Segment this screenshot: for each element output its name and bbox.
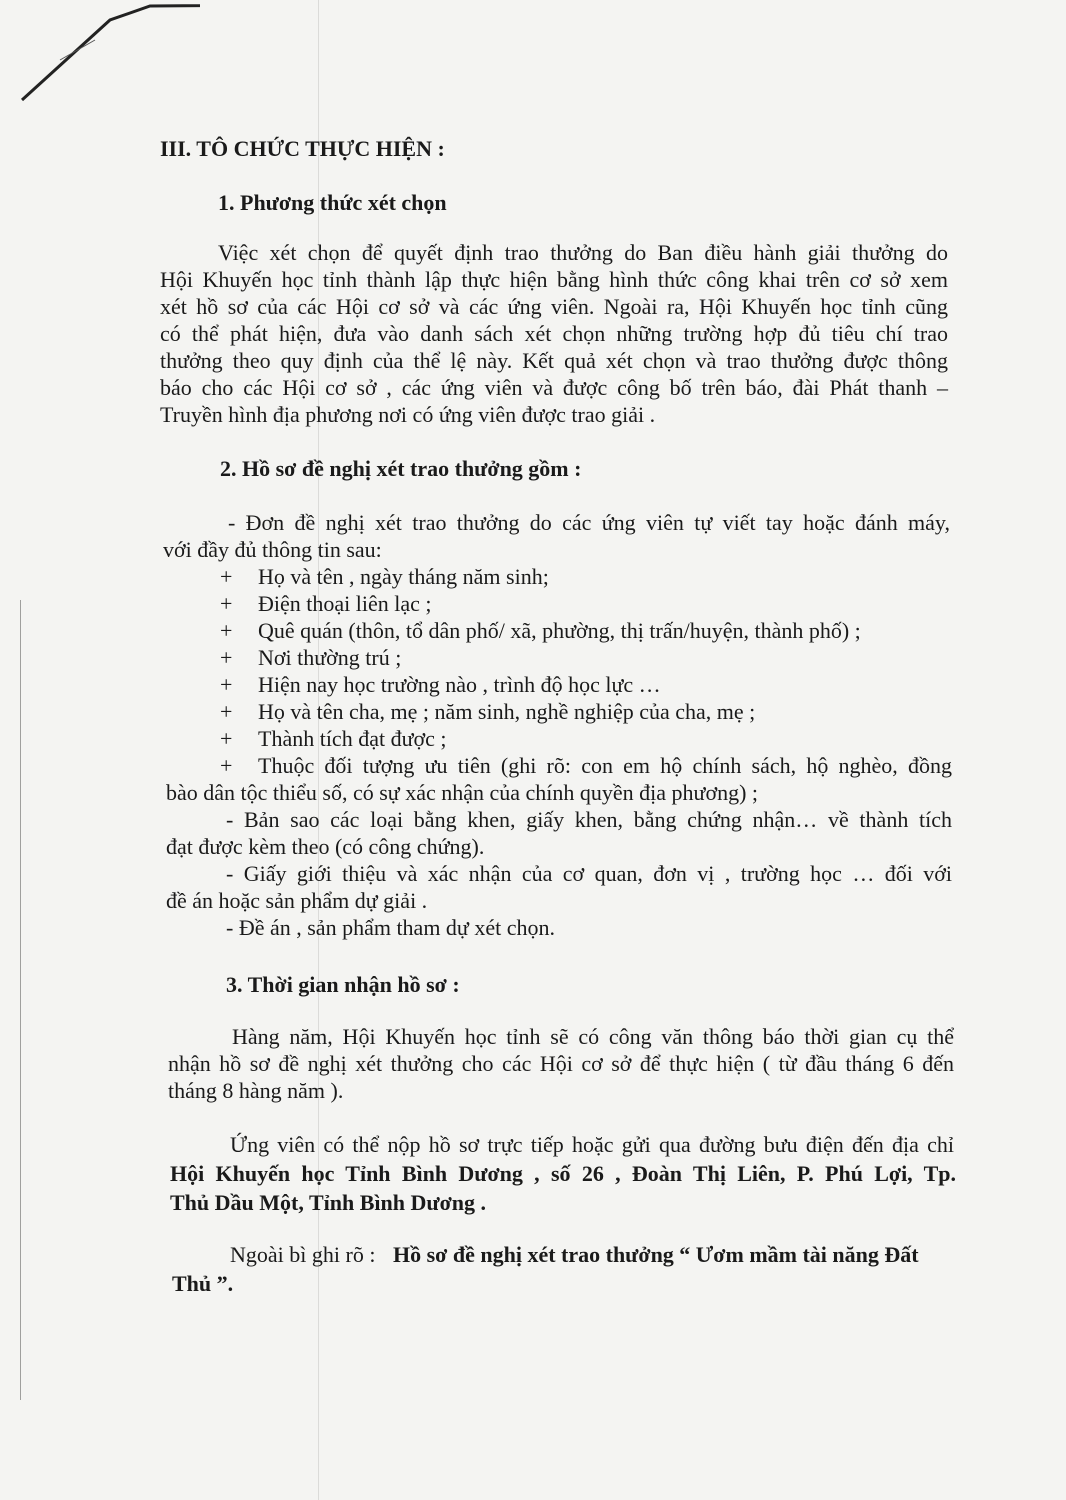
sub1-para-line: Hội Khuyến học tỉnh thành lập thực hiện bằng hình thức công khai trên cơ sở xem (160, 267, 948, 292)
list-item: Thuộc đối tượng ưu tiên (ghi rõ: con em hộ chính sách, hộ nghèo, đồng (258, 753, 952, 778)
sub2-intro-line: - Đơn đề nghị xét trao thưởng do các ứng viên tự viết tay hoặc đánh máy, (228, 510, 950, 535)
sub1-para-line: Truyền hình địa phương nơi có ứng viên được trao giải . (160, 402, 656, 427)
bullet-marker: + (220, 618, 233, 643)
list-item: Điện thoại liên lạc ; (258, 591, 432, 616)
sub1-para-line: báo cho các Hội cơ sở , các ứng viên và được công bố trên báo, đài Phát thanh – (160, 375, 948, 400)
list-item: Họ và tên cha, mẹ ; năm sinh, nghề nghiệp của cha, mẹ ; (258, 699, 756, 724)
envelope-note-line2: Thủ ”. (172, 1271, 234, 1296)
sub2-tail-line: - Giấy giới thiệu và xác nhận của cơ quan, đơn vị , trường học … đối với (226, 861, 952, 886)
sub2-intro-line: với đầy đủ thông tin sau: (163, 537, 382, 562)
list-item: Thành tích đạt được ; (258, 726, 447, 751)
bullet-marker: + (220, 645, 233, 670)
sub2-tail-line: - Bản sao các loại bằng khen, giấy khen, bằng chứng nhận… về thành tích (226, 807, 952, 832)
envelope-note-prefix: Ngoài bì ghi rõ : (230, 1242, 376, 1267)
address-line: Hội Khuyến học Tỉnh Bình Dương , số 26 , Đoàn Thị Liên, P. Phú Lợi, Tp. (170, 1161, 956, 1186)
envelope-note-bold: Hồ sơ đề nghị xét trao thưởng “ Ươm mầm tài năng Đất (393, 1242, 919, 1267)
sub1-heading: 1. Phương thức xét chọn (218, 190, 447, 215)
sub2-tail-line: đề án hoặc sản phẩm dự giải . (166, 888, 428, 913)
address-intro-line: Ứng viên có thể nộp hồ sơ trực tiếp hoặc gửi qua đường bưu điện đến địa chỉ (230, 1132, 954, 1157)
list-item: Nơi thường trú ; (258, 645, 402, 670)
bullet-marker: + (220, 726, 233, 751)
bullet-marker: + (220, 564, 233, 589)
bullet-marker: + (220, 753, 233, 778)
bullet-marker: + (220, 672, 233, 697)
sub2-heading: 2. Hồ sơ đề nghị xét trao thưởng gồm : (220, 456, 582, 481)
sub1-para-line: xét hồ sơ của các Hội cơ sở và các ứng viên. Ngoài ra, Hội Khuyến học tỉnh cũng (160, 294, 948, 319)
bullet-marker: + (220, 591, 233, 616)
list-item: Họ và tên , ngày tháng năm sinh; (258, 564, 549, 589)
address-line: Thủ Dầu Một, Tỉnh Bình Dương . (170, 1190, 486, 1215)
sub1-para-line: có thể phát hiện, đưa vào danh sách xét chọn những trường hợp đủ tiêu chí trao (160, 321, 948, 346)
bullet-marker: + (220, 699, 233, 724)
sub1-para-line: Việc xét chọn để quyết định trao thưởng do Ban điều hành giải thưởng do (218, 240, 948, 265)
scan-edge-line (20, 600, 21, 1400)
section-title: III. TÔ CHỨC THỰC HIỆN : (160, 136, 445, 161)
scan-corner-mark (0, 0, 200, 120)
sub2-tail-line: bào dân tộc thiểu số, có sự xác nhận của chính quyền địa phương) ; (166, 780, 759, 805)
sub1-para-line: thưởng theo quy định của thể lệ này. Kết quả xét chọn và trao thưởng được thông (160, 348, 948, 373)
sub3-heading: 3. Thời gian nhận hồ sơ : (226, 972, 460, 997)
list-item: Hiện nay học trường nào , trình độ học lực … (258, 672, 661, 697)
sub2-tail-line: - Đề án , sản phẩm tham dự xét chọn. (226, 915, 556, 940)
sub3-para-line: nhận hồ sơ đề nghị xét thưởng cho các Hội cơ sở để thực hiện ( từ đầu tháng 6 đến (168, 1051, 954, 1076)
sub3-para-line: Hàng năm, Hội Khuyến học tỉnh sẽ có công văn thông báo thời gian cụ thể (232, 1024, 954, 1049)
list-item: Quê quán (thôn, tổ dân phố/ xã, phường, thị trấn/huyện, thành phố) ; (258, 618, 861, 643)
sub2-tail-line: đạt được kèm theo (có công chứng). (166, 834, 485, 859)
sub3-para-line: tháng 8 hàng năm ). (168, 1078, 344, 1103)
